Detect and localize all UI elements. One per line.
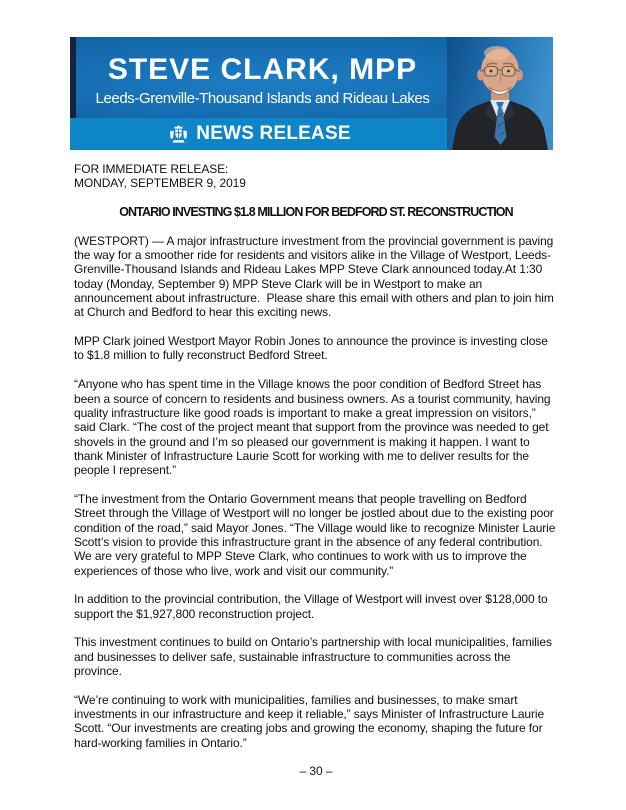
release-date: MONDAY, SEPTEMBER 9, 2019 (74, 176, 246, 191)
news-release-label: NEWS RELEASE (196, 123, 351, 144)
press-release-body (74, 162, 558, 779)
release-label: FOR IMMEDIATE RELEASE: (74, 162, 229, 176)
end-mark: – 30 – (299, 764, 333, 779)
mpp-name-title: STEVE CLARK, MPP (107, 52, 418, 86)
paragraph-mayor-quote: “The investment from the Ontario Government means that people travelling on Bedford Street through the Village of Westport will no longer be jostled about due to the existing poor condition of the road,” said Mayor Jones. “The Village would like to recognize Minister Laurie Scott’s vision to provide this infrastructure grant in the absence of any federal contribution. We are very grateful to MPP Steve Clark, who continues to work with us to improve the experiences of those who live, work and visit our community.” (74, 491, 559, 578)
news-release-banner (70, 37, 553, 150)
banner-text-block (76, 37, 449, 118)
paragraph-clark-quote: “Anyone who has spent time in the Village knows the poor condition of Bedford Street has been a source of concern to residents and business owners. As a tourist community, having quality infrastructure like good roads is important to make a great impression on visitors,” said Clark. “The cost of the project meant that support from the province was needed to get shovels in the ground and I’m so pleased our government is making it happen. I want to thank Minister of Infrastructure Laurie Scott for working with me to deliver results for the people I represent.” (74, 377, 554, 478)
headline: ONTARIO INVESTING $1.8 MILLION FOR BEDFORD ST. RECONSTRUCTION (119, 205, 513, 220)
ontario-coat-of-arms-icon (168, 123, 189, 146)
paragraph-village-contribution: In addition to the provincial contribution, the Village of Westport will invest over $128,000 to support the $1,927,800 reconstruction project. (74, 592, 551, 621)
steve-clark-photo (447, 37, 553, 150)
paragraph-scott-quote: “We’re continuing to work with municipalities, families and businesses, to make smart investments in our infrastructure and keep it reliable,” says Minister of Infrastructure Laurie Scott. “Our investments are creating jobs and growing the economy, shaping the future for hard-working families in Ontario.” (74, 692, 548, 750)
paragraph-westport-intro: (WESTPORT) — A major infrastructure investment from the provincial government is paving the way for a smoother ride for residents and visitors alike in the Village of Westport, Leeds-Grenville-Thousand Islands and Rideau Lakes MPP Steve Clark announced today.At 1:30 today (Monday, September 9) MPP Steve Clark will be in Westport to make an announcement about infrastructure. Please share this email with others and plan to join him at Church and Bedford to hear this exciting news. (74, 233, 557, 320)
riding-subtitle: Leeds-Grenville-Thousand Islands and Rideau Lakes (95, 89, 430, 107)
paragraph-announcement: MPP Clark joined Westport Mayor Robin Jones to announce the province is investing close to $1.8 million to fully reconstruct Bedford Street. (74, 334, 552, 363)
news-release-band-inner (70, 118, 449, 150)
paragraph-ontario-partnership: This investment continues to build on Ontario’s partnership with local municipalities, families and businesses to deliver safe, sustainable infrastructure to communities across the province. (74, 635, 556, 679)
